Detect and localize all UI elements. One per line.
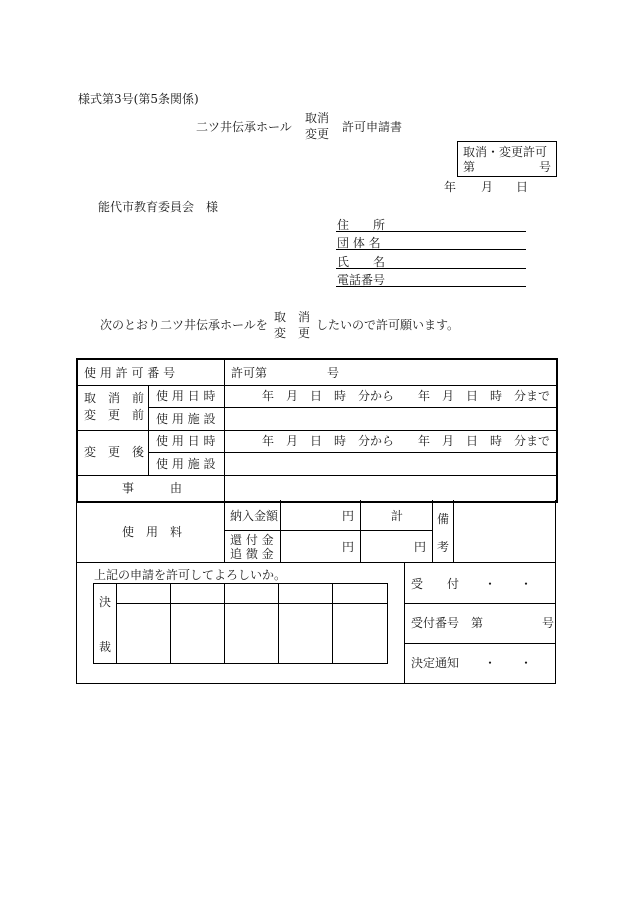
row-divider [78,475,556,476]
fee-surcharge-label: 追 徴 金 [230,547,274,561]
before-label-cancel: 取 消 前 [84,391,145,405]
permit-no-label: 使 用 許 可 番 号 [84,366,176,380]
before-facility-label: 使 用 施 設 [156,412,216,426]
title-prefix: 二ツ井伝承ホール [196,120,292,134]
fee-total-yen: 円 [414,540,427,554]
title-option-change: 変更 [305,127,330,141]
after-facility-label: 使 用 施 設 [156,457,216,471]
received-label: 受 付 [411,577,460,591]
fee-total-label: 計 [391,509,404,523]
row-divider [116,603,387,604]
permit-box-go: 号 [539,160,552,174]
col-divider [224,583,225,663]
row-divider [224,530,432,531]
decision-notice-dots: ・ ・ [484,656,533,670]
col-divider [148,385,149,475]
row-divider [404,603,556,604]
col-divider [224,500,225,563]
date-day: 日 [516,180,529,194]
permit-no-value: 許可第 号 [231,366,340,380]
col-divider [360,500,361,563]
decision-sai: 裁 [99,640,112,654]
fee-paid-yen: 円 [342,509,355,523]
date-month: 月 [481,180,494,194]
before-datetime-value[interactable]: 年 月 日 時 分から 年 月 日 時 分まで [262,389,551,403]
applicant-name-line[interactable] [336,268,526,269]
col-divider [432,500,433,563]
after-label: 変 更 後 [84,445,145,459]
title-suffix: 許可申請書 [342,120,403,134]
permit-box-title: 取消・変更許可 [463,145,548,159]
approval-question: 上記の申請を許可してよろしいか。 [94,568,287,582]
decision-ketsu: 決 [99,595,112,609]
date-year: 年 [444,180,457,194]
reason-label: 事 由 [122,481,183,495]
applicant-address-line[interactable] [336,231,526,232]
row-divider [148,452,556,453]
row-divider [404,643,556,644]
permit-box-dai: 第 [463,160,476,174]
fee-refund-label: 還 付 金 [230,533,274,547]
request-option-cancel: 取 消 [274,310,311,324]
applicant-group-label: 団 体 名 [337,236,381,250]
row-divider [78,385,556,386]
col-divider [332,583,333,663]
receipt-number-go: 号 [542,616,555,630]
col-divider [404,562,405,683]
row-divider [148,407,556,408]
title-option-cancel: 取消 [305,111,330,125]
applicant-name-label: 氏 名 [337,255,386,269]
received-date-dots: ・ ・ [484,577,533,591]
col-divider [280,500,281,563]
request-option-change: 変 更 [274,326,311,340]
decision-stamp-grid [93,583,388,664]
before-datetime-label: 使 用 日 時 [156,389,216,403]
fee-refund-yen: 円 [342,540,355,554]
fee-paid-label: 納入金額 [230,509,279,523]
col-divider [116,583,117,663]
decision-notice-label: 決定通知 [411,656,460,670]
before-label-change: 変 更 前 [84,408,145,422]
col-divider [278,583,279,663]
receipt-number-label: 受付番号 第 [411,616,484,630]
remarks-label-top: 備 [437,512,450,526]
after-datetime-label: 使 用 日 時 [156,434,216,448]
form-number: 様式第3号(第5条関係) [78,92,199,106]
applicant-phone-label: 電話番号 [337,273,386,287]
col-divider [170,583,171,663]
col-divider [224,360,225,501]
applicant-phone-line[interactable] [336,286,526,287]
request-suffix: したいので許可願います。 [316,318,460,332]
request-prefix: 次のとおり二ツ井伝承ホールを [100,318,268,332]
fee-label: 使 用 料 [122,525,183,539]
col-divider [453,500,454,563]
applicant-group-line[interactable] [336,249,526,250]
applicant-address-label: 住 所 [337,218,386,232]
row-divider [78,430,556,431]
addressee: 能代市教育委員会 様 [98,200,219,214]
after-datetime-value[interactable]: 年 月 日 時 分から 年 月 日 時 分まで [262,434,551,448]
remarks-label-bottom: 考 [437,540,450,554]
